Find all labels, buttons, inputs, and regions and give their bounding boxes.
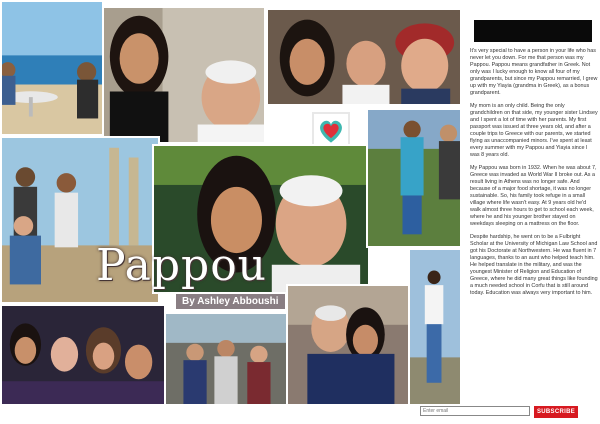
photo-hug bbox=[286, 284, 410, 416]
heart-icon bbox=[314, 114, 348, 148]
byline: By Ashley Abboushi bbox=[176, 294, 285, 309]
article-column bbox=[466, 0, 600, 400]
email-field[interactable] bbox=[420, 406, 530, 416]
article-body bbox=[470, 48, 598, 303]
photo-woman-grandfather bbox=[102, 6, 266, 144]
photo-family-selfie bbox=[266, 8, 462, 106]
photo-bottom-group bbox=[0, 304, 166, 416]
article-paragraph: My Pappou was born in 1932. When he was about 7, Greece was invaded as World War II broke out. As a result living in Athens was no longer safe. And because of a major food shortage, it was no longer sustainable. So, his family took refuge in a small village where life wasn't easy. At 9 years old he'd walk almost three hours to get to school each week, where he and his younger brother stayed on weekdays sleeping on a mattress on the floor. bbox=[470, 165, 597, 227]
headline-title: Pappou bbox=[96, 240, 268, 291]
article-header-bar bbox=[474, 20, 592, 42]
photo-beach bbox=[0, 0, 104, 136]
subscribe-button[interactable]: SUBSCRIBE bbox=[534, 406, 578, 418]
photo-woman-outdoors bbox=[408, 248, 462, 416]
photo-bottom-crowd bbox=[164, 312, 288, 416]
article-paragraph: My mom is an only child. Being the only grandchildren on that side, my younger sister Lindsey and I spent a lot of time with her parents. My first passport was issued at three years old, and after a couple trips to Greece with our parents, we started flying as unaccompanied minors. I've spent at least every summer with my Pappou and Yiayia since I was 8 years old. bbox=[470, 103, 598, 158]
photo-woman-standing bbox=[366, 108, 462, 248]
article-paragraph: It's very special to have a person in your life who has never let you down. For me that person was my Pappou. Pappou means grandfather in Greek. Not only was I lucky enough to know all four of my grandparents, but since my Pappou remarried, I grew up with my Yiayia (grandma in Greek), as a bonus grandparent. bbox=[470, 48, 598, 96]
article-paragraph: Despite hardship, he went on to be a Fulbright Scholar at the University of Michigan Law School and got his Doctorate at Northwestern. He was fluent in 7 languages, thanks to an aunt who helped teach him. He helped translate in the military, and was the youngest Minister of Religion and Education of Greece, where he did many great things like founding a much needed school in Corfu that is still around today. Education was always very important to him. bbox=[470, 234, 598, 296]
